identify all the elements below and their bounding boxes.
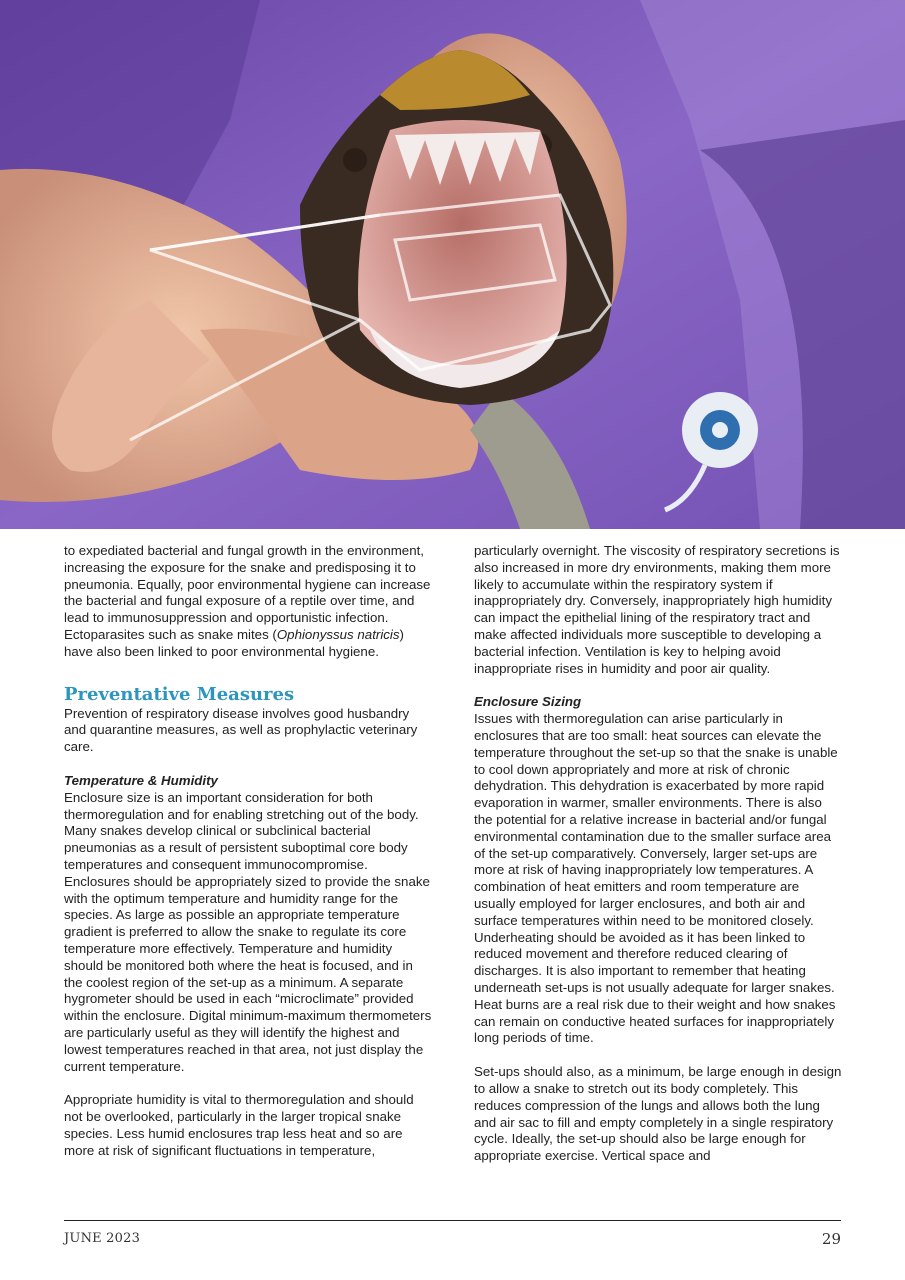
viscosity-paragraph: particularly overnight. The viscosity of respiratory secretions is also increased in more dry environments, making them more likely to accumulate within the respiratory system if inappropriately dry. Conversely, inappropriately high humidity can impact the epithelial lining of the respiratory tract and make affected individuals more susceptible to developing a bacterial infection. Ventilation is key to helping avoid inappropriate rises in humidity and poor air quality.	[474, 543, 840, 676]
intro-paragraph: to expediated bacterial and fungal growth in the environment, increasing the exposure for the snake and predisposing it to pneumonia. Equally, poor environmental hygiene can increase the bacterial and fungal exposure of a reptile over time, and lead to immunosuppression and opportunistic infection. Ectoparasites such as snake mites (Ophionyssus natricis) have also been linked to poor environmental hygiene.	[64, 543, 431, 659]
subheading-temperature-humidity: Temperature & Humidity	[64, 772, 218, 788]
right-column	[474, 543, 844, 1165]
setup-paragraph: Set-ups should also, as a minimum, be large enough in design to allow a snake to stretch out its body completely. This reduces compression of the lungs and allows both the lung and air sac to fill and empty completely in a single respiratory cycle. Ideally, the set-up should also be large enough for appropriate exercise. Vertical space and	[474, 1064, 842, 1164]
section-intro-paragraph: Prevention of respiratory disease involves good husbandry and quarantine measures, as well as prophylactic veterinary care.	[64, 705, 418, 755]
temperature-paragraph: Enclosure size is an important consideration for both thermoregulation and for enabling stretching out of the body. Many snakes develop clinical or subclinical bacterial pneumonias as a result of persistent suboptimal core body temperatures and consequent immunocompromise. Enclosures should be appropriately sized to provide the snake with the optimum temperature and humidity range for the species. As large as possible an appropriate temperature gradient is preferred to allow the snake to regulate its core temperature more effectively. Temperature and humidity should be monitored both where the heat is focused, and in the coolest region of the set-up as a minimum. A separate hygrometer should be used in each “microclimate” provided within the enclosure. Digital minimum-maximum thermometers are particularly useful as they will identify the highest and lowest temperatures reached in that area, not just display the current temperature.	[64, 789, 432, 1074]
enclosure-sizing-paragraph: Issues with thermoregulation can arise particularly in enclosures that are too small: heat sources can elevate the temperature throughout the set-up so that the snake is unable to cool down appropriately and more at risk of chronic dehydration. This dehydration is exacerbated by more rapid evaporation in warmer, smaller environments. There is also the potential for a relative increase in bacterial and/or fungal environmental contamination due to the smaller surface area of the set-up comparatively. Conversely, larger set-ups are more at risk of having inappropriately low temperatures. A combination of heat emitters and room temperature are usually employed for larger enclosures, and both air and surface temperatures within need to be monitored closely. Underheating should be avoided as it has been linked to reduced movement and therefore reduced clearing of discharges. It is also important to remember that heating underneath set-ups is not usually adequate for larger snakes. Heat burns are a real risk due to their weight and how snakes can remain on conductive heated surfaces for inappropriately long periods of time.	[474, 711, 838, 1046]
page-number: 29	[821, 1230, 841, 1248]
humidity-paragraph: Appropriate humidity is vital to thermoregulation and should not be overlooked, particularly in the larger tropical snake species. Less humid enclosures trap less heat and so are more at risk of significant fluctuations in temperature,	[64, 1092, 414, 1158]
section-heading-preventative-measures: Preventative Measures	[64, 683, 295, 705]
footer-divider	[64, 1220, 841, 1221]
issue-date: JUNE 2023	[64, 1231, 141, 1246]
species-name: Ophionyssus natricis	[276, 626, 400, 642]
photo-illustration	[0, 0, 905, 529]
snake-mouth-speculum-photo	[0, 0, 905, 529]
left-column	[64, 543, 434, 1160]
subheading-enclosure-sizing: Enclosure Sizing	[474, 694, 582, 710]
